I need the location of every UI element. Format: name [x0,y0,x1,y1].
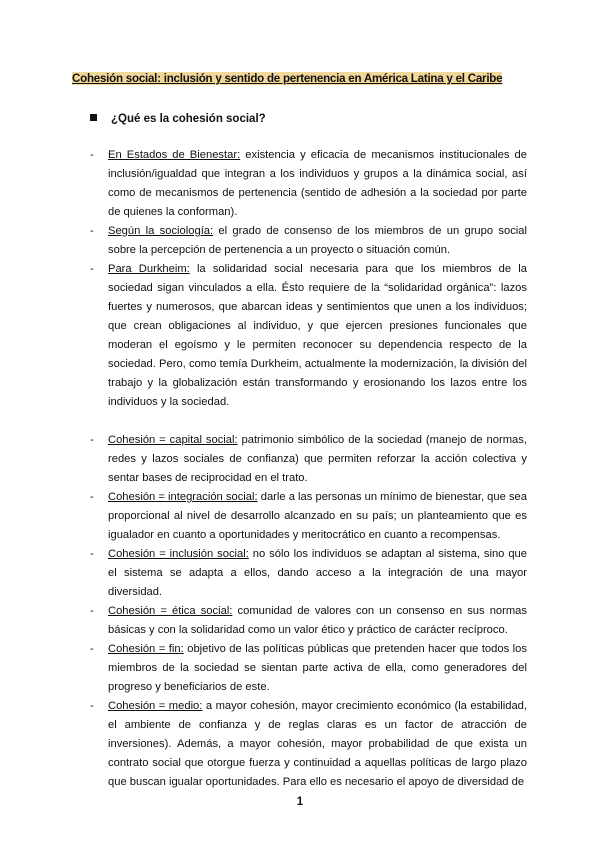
dash-bullet: - [90,434,94,446]
item-term: Para Durkheim: [108,263,190,275]
dash-bullet: - [90,605,94,617]
list-item [90,602,527,640]
list-item [90,488,527,545]
item-term: Cohesión = integración social: [108,491,258,503]
definition-list [90,146,527,792]
dash-bullet: - [90,643,94,655]
dash-bullet: - [90,263,94,275]
item-term: Cohesión = inclusión social: [108,548,249,560]
document-title [72,71,542,86]
list-item [90,640,527,697]
item-term: Cohesión = medio: [108,700,203,712]
item-text: patrimonio simbólico de la sociedad (manejo de normas, redes y lazos sociales de confianza) que permiten reforzar la acción colectiva y sentar bases de reciprocidad en el trato. [108,434,527,484]
item-term: Cohesión = fin: [108,643,184,655]
dash-bullet: - [90,225,94,237]
section-heading [90,112,266,127]
square-bullet-icon [90,114,97,121]
document-title-text: Cohesión social: inclusión y sentido de pertenencia en América Latina y el Caribe [72,72,503,85]
item-text: existencia y eficacia de mecanismos institucionales de inclusión/igualdad que integran a los individuos y grupos a la dinámica social, así como de mecanismos de pertenencia (sentido de adhesión a la sociedad por parte de quienes la conforman). [108,149,527,218]
paragraph-gap [90,412,527,431]
list-item [90,545,527,602]
item-text: darle a las personas un mínimo de bienestar, que sea proporcional al nivel de desarrollo alcanzado en su país; un planteamiento que es igualador en cuanto a oportunidades y meritocrático en cuanto a recompensas. [108,491,527,541]
list-item [90,260,527,412]
item-term: En Estados de Bienestar: [108,149,241,161]
list-item [90,222,527,260]
item-text: comunidad de valores con un consenso en sus normas básicas y con la solidaridad como un valor ético y práctico de carácter recíproco. [108,605,528,636]
dash-bullet: - [90,149,94,161]
item-text: la solidaridad social necesaria para que los miembros de la sociedad sigan vinculados a ella. Ésto requiere de la “solidaridad orgánica”: lazos fuertes y numerosos, que abarcan ideas y sentimientos que unen a los individuos; que crean obligaciones al individuo, y que ejercen presiones funcionales que moderan el egoísmo y le permiten reconocer su dependencia respecto de la sociedad. Pero, como temía Durkheim, actualmente la modernización, la división del trabajo y la globalización están transformando y erosionando los lazos entre los individuos y la sociedad. [108,263,527,408]
item-text: a mayor cohesión, mayor crecimiento económico (la estabilidad, el ambiente de confianza y de reglas claras es un factor de atracción de inversiones). Además, a mayor cohesión, mayor probabilidad de que exista un contrato social que otorgue fuerza y continuidad a aquellas políticas de largo plazo que buscan igualar oportunidades. Para ello es necesario el apoyo de diversidad de [108,700,527,788]
item-text: el grado de consenso de los miembros de un grupo social sobre la percepción de pertenencia a un proyecto o situación común. [108,225,527,256]
dash-bullet: - [90,548,94,560]
item-term: Cohesión = ética social: [108,605,233,617]
dash-bullet: - [90,700,94,712]
item-text: no sólo los individuos se adaptan al sistema, sino que el sistema se adapta a ellos, dando acceso a la integración de una mayor diversidad. [108,548,527,598]
item-term: Según la sociología: [108,225,214,237]
item-text: objetivo de las políticas públicas que pretenden hacer que todos los miembros de la sociedad se sientan parte activa de ella, como generadores del progreso y beneficiarios de este. [108,643,527,693]
dash-bullet: - [90,491,94,503]
list-item [90,146,527,222]
section-heading-text: ¿Qué es la cohesión social? [111,113,266,125]
list-item [90,431,527,488]
page-number: 1 [296,796,304,808]
item-term: Cohesión = capital social: [108,434,238,446]
list-item [90,697,527,792]
